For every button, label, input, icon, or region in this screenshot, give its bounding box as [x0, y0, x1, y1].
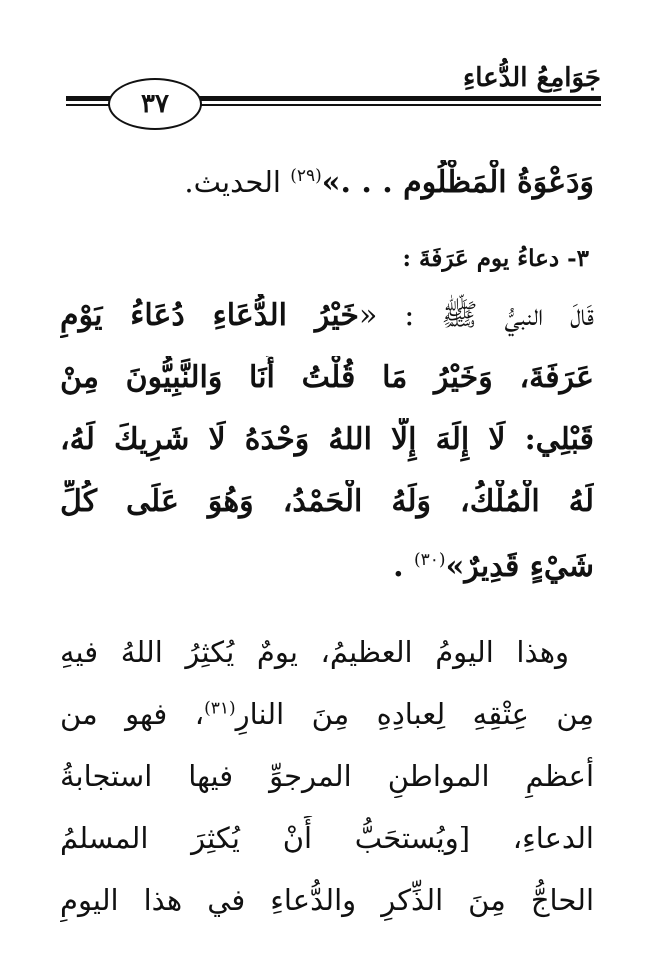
- paragraph-line-1: وهذا اليومُ العظيمُ، يومٌ يُكثِرُ اللهُ فيهِ: [60, 635, 569, 669]
- hadith-end-text: وَدَعْوَةُ الْمَظْلُوم . . .»: [321, 165, 594, 200]
- text-line-3: عَرَفَةَ، وَخَيْرُ مَا قُلْتُ أَنَا وَالنَّبِيُّونَ مِنْ: [60, 360, 594, 395]
- paragraph-text: مِن عِتْقِهِ لِعبادِهِ مِنَ النارِ: [235, 697, 594, 731]
- text-line-2: [60, 294, 594, 338]
- paragraph-line-2: [60, 692, 594, 736]
- footnote-marker-31: (٣١): [204, 698, 236, 719]
- footnote-marker-29: (٢٩): [290, 166, 322, 186]
- paragraph-line-3: أعظمِ المواطنِ المرجوِّ فيها استجابةُ: [60, 759, 594, 793]
- section-heading: ٣- دعاءُ يوم عَرَفَةَ :: [402, 245, 589, 272]
- paragraph-line-5: الحاجُّ مِنَ الذِّكرِ والدُّعاءِ في هذا اليومِ: [60, 883, 594, 917]
- hadith-end-text: شَيْءٍ قَدِيرٌ»: [445, 549, 594, 584]
- paragraph-line-4: الدعاءِ، [ويُستحَبُّ أَنْ يُكثِرَ المسلمُ: [60, 821, 594, 855]
- text-line-1: [60, 160, 594, 205]
- text-line-4: قَبْلِي: لَا إِلَهَ إِلَّا اللهُ وَحْدَهُ لَا شَرِيكَ لَهُ،: [60, 422, 594, 457]
- running-title: جَوَامِعُ الدُّعاءِ: [463, 63, 601, 93]
- hadith-intro: قَالَ النبيُّ ﷺ : «: [358, 298, 594, 333]
- paragraph-text: ، فهو من: [60, 697, 205, 731]
- footnote-marker-30: (٣٠): [414, 550, 446, 570]
- hadith-label: الحديث.: [184, 165, 291, 199]
- hadith-text-start: خَيْرُ الدُّعَاءِ دُعَاءُ يَوْمِ: [60, 298, 359, 333]
- text-line-6: [60, 545, 594, 589]
- page-number: ٣٧: [141, 89, 169, 119]
- page-number-badge: [108, 78, 202, 130]
- period: .: [393, 549, 415, 584]
- text-line-5: لَهُ الْمُلْكُ، وَلَهُ الْحَمْدُ، وَهُوَ عَلَى كُلِّ: [60, 484, 594, 519]
